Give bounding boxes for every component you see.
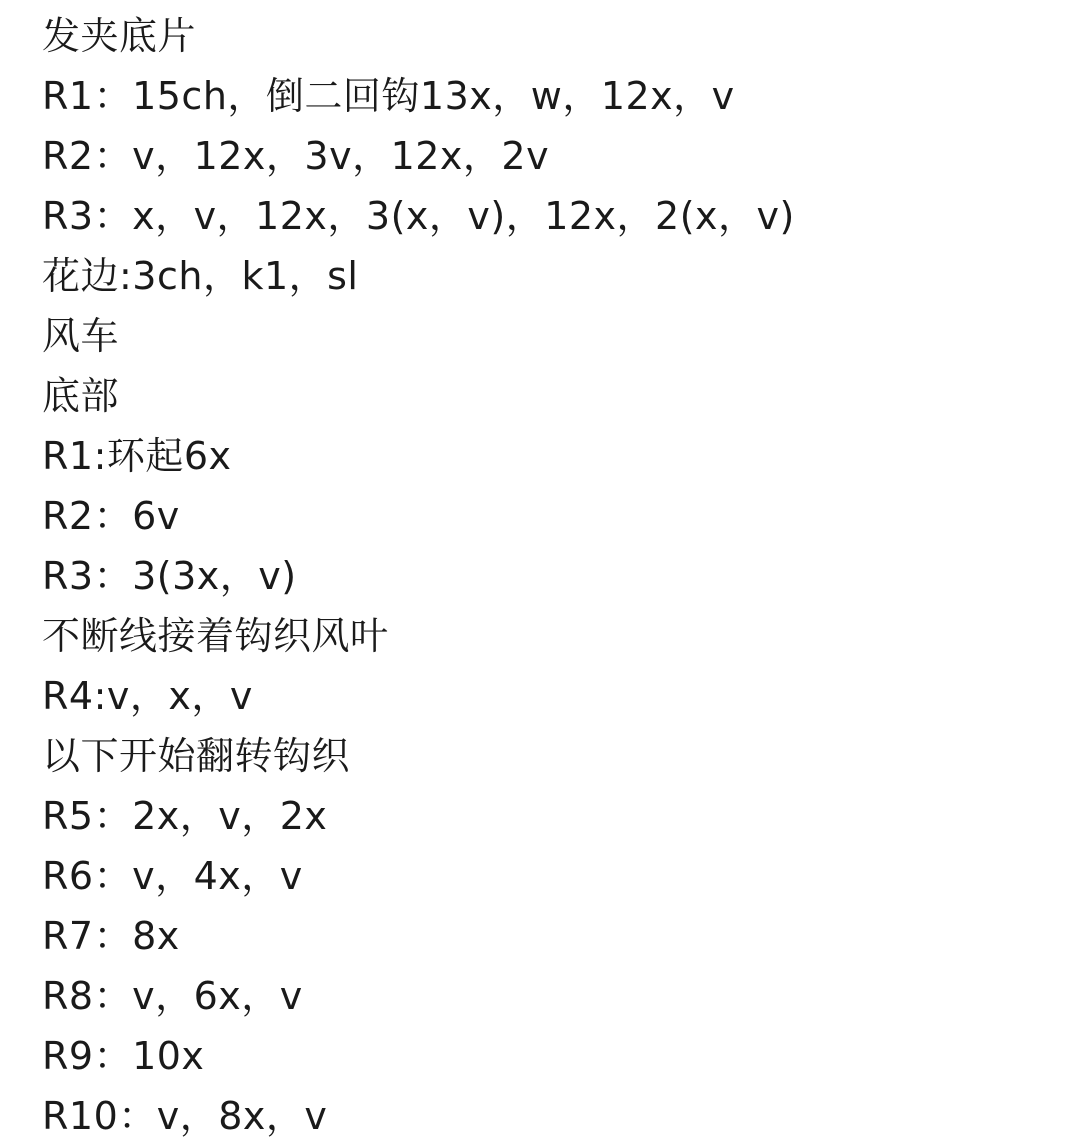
pattern-row: R1:环起6x [42, 434, 232, 478]
pattern-row: R2：v，12x，3v，12x，2v [42, 134, 550, 178]
pattern-row: R6：v，4x，v [42, 854, 303, 898]
pattern-row: R1：15ch，倒二回钩13x，w，12x，v [42, 74, 735, 118]
pattern-row: R7：8x [42, 914, 180, 958]
pattern-row: R9：10x [42, 1034, 205, 1078]
pattern-row: R2：6v [42, 494, 180, 538]
pattern-row: R3：3(3x，v) [42, 554, 297, 598]
section-heading-hairclip-base: 发夹底片 [42, 14, 197, 58]
pattern-row: R8：v，6x，v [42, 974, 303, 1018]
section-heading-bottom: 底部 [42, 374, 120, 418]
section-heading-pinwheel: 风车 [42, 314, 120, 358]
pattern-row: R10：v，8x，v [42, 1094, 328, 1138]
pattern-row-edging: 花边:3ch，k1，sl [42, 254, 359, 298]
crochet-pattern-text [42, 6, 1060, 1146]
instruction-note: 以下开始翻转钩织 [42, 734, 351, 778]
pattern-row: R3：x，v，12x，3(x，v)，12x，2(x，v) [42, 194, 795, 238]
pattern-row: R4:v，x，v [42, 674, 253, 718]
pattern-row: R5：2x，v，2x [42, 794, 328, 838]
instruction-note: 不断线接着钩织风叶 [42, 614, 389, 658]
